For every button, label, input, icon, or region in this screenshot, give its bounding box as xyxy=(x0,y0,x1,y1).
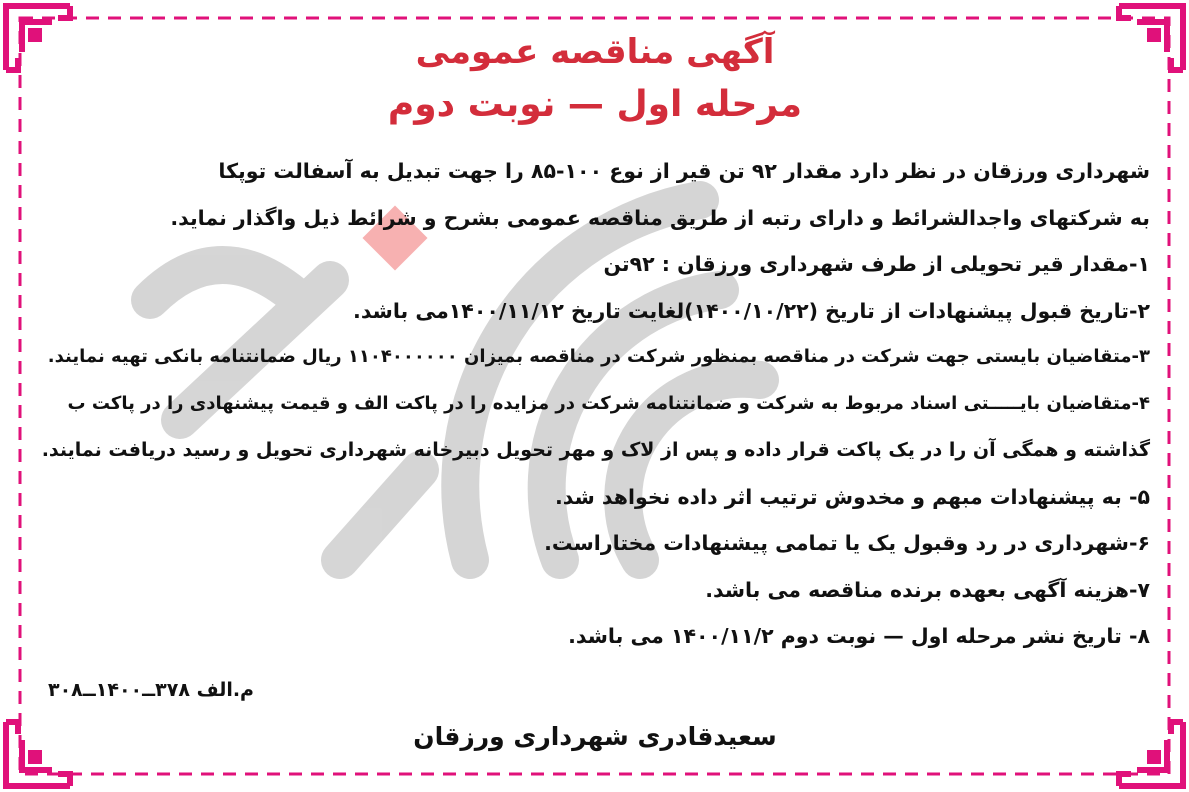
item-1: ۱-مقدار قیر تحویلی از طرف شهرداری ورزقان : ۹۲تن xyxy=(603,252,1150,276)
notice-content xyxy=(30,22,1160,772)
item-4: ۴-متقاضیان بایـــــتی اسناد مربوط به شرکت و ضمانتنامه شرکت در مزایده را در پاکت الف و قیمت پیشنهادی را در پاکت ب xyxy=(67,392,1150,414)
item-2: ۲-تاریخ قبول پیشنهادات از تاریخ (۱۴۰۰/۱۰/۲۲)لغایت تاریخ ۱۴۰۰/۱۱/۱۲می باشد. xyxy=(353,298,1150,323)
notice-subtitle: مرحله اول — نوبت دوم xyxy=(387,84,803,125)
notice-title: آگهی مناقصه عمومی xyxy=(415,32,775,72)
signature: سعیدقادری شهرداری ورزقان xyxy=(413,722,777,751)
item-8: ۸- تاریخ نشر مرحله اول — نوبت دوم ۱۴۰۰/۱۱/۲ می باشد. xyxy=(568,624,1150,648)
item-7: ۷-هزینه آگهی بعهده برنده مناقصه می باشد. xyxy=(705,577,1150,602)
notice-body xyxy=(38,148,1150,660)
item-4-continued: گذاشته و همگی آن را در یک پاکت قرار داده و پس از لاک و مهر تحویل دبیرخانه شهرداری تحویل و رسید دریافت نمایند. xyxy=(41,439,1150,461)
body-line: به شرکتهای واجدالشرائط و دارای رتبه از طریق مناقصه عمومی بشرح و شرائط ذیل واگذار نماید. xyxy=(170,205,1150,230)
reference-number: م.الف ۳۷۸ــ۱۴۰۰ــ۳۰۸ xyxy=(47,679,254,701)
item-3: ۳-متقاضیان بایستی جهت شرکت در مناقصه بمنظور شرکت در مناقصه بمیزان ۱۱۰۴۰۰۰۰۰۰ ریال ضمانتنامه بانکی تهیه نمایند. xyxy=(47,346,1150,367)
item-5: ۵- به پیشنهادات مبهم و مخدوش ترتیب اثر داده نخواهد شد. xyxy=(554,484,1150,509)
item-6: ۶-شهرداری در رد وقبول یک یا تمامی پیشنهادات مختاراست. xyxy=(544,531,1150,555)
body-line: شهرداری ورزقان در نظر دارد مقدار ۹۲ تن قیر از نوع ۱۰۰-۸۵ را جهت تبدیل به آسفالت توپکا xyxy=(218,159,1150,183)
